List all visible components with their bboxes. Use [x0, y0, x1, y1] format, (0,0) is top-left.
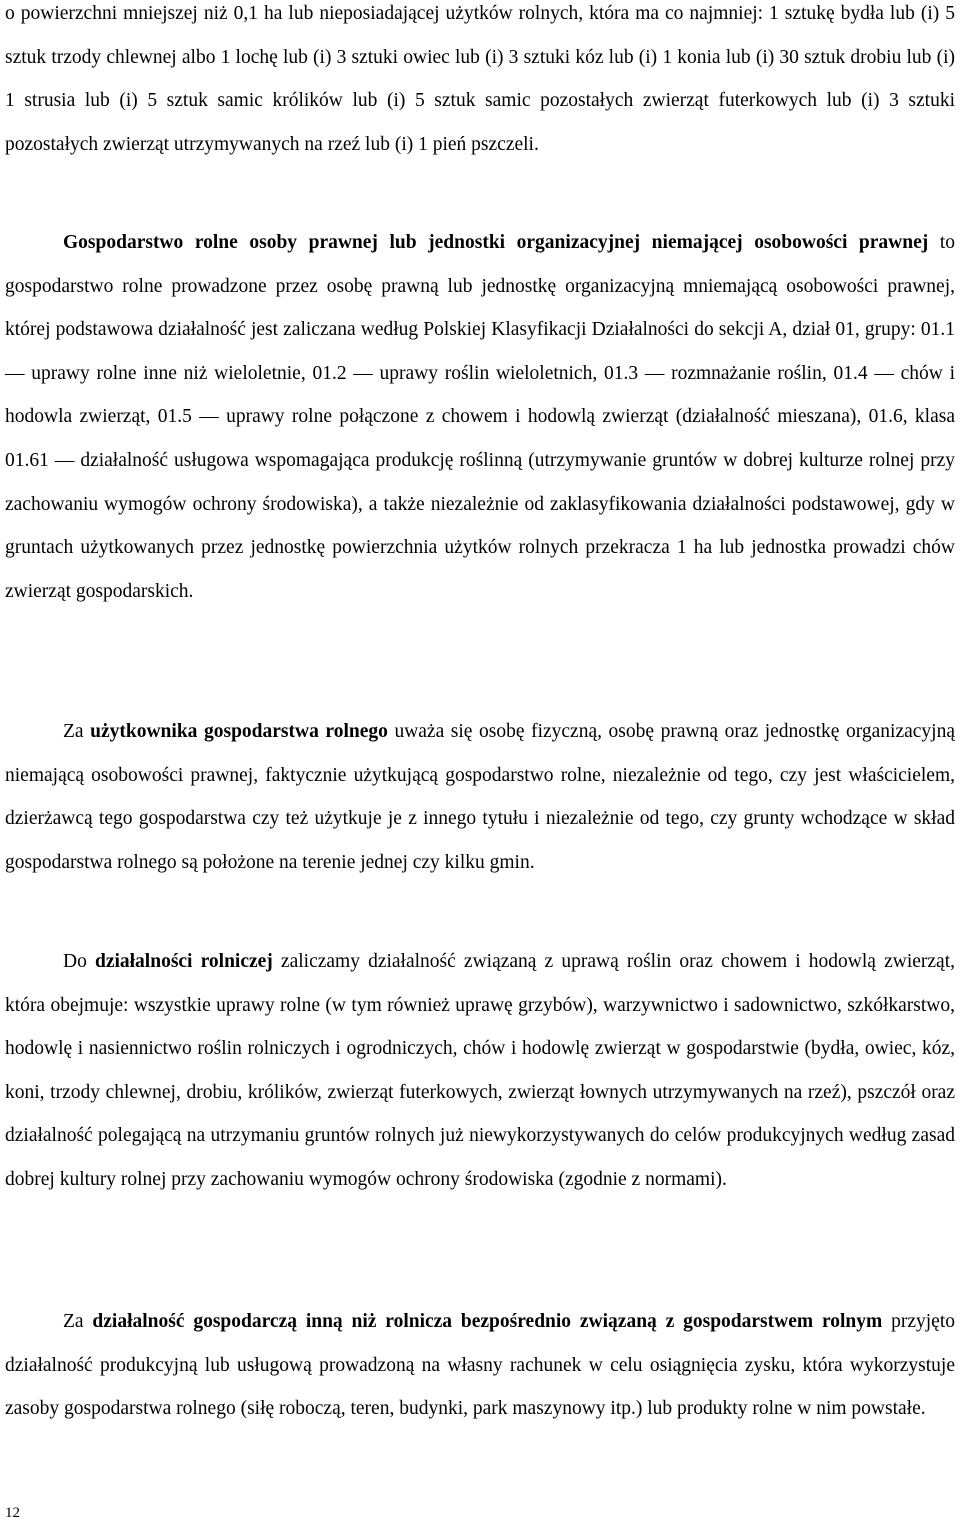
paragraph-text: o powierzchni mniejszej niż 0,1 ha lub nieposiadającej użytków rolnych, która ma co najmniej: 1 sztukę bydła lub (i) 5 sztuk trzody chlewnej albo 1 lochę lub (i) 3 sztuki owiec lub (i) 3 sztuki kóz lub (i) 1 konia lub (i) 30 sztuk drobiu lub (i) 1 strusia lub (i) 5 sztuk samic królików lub (i) 5 sztuk samic pozostałych zwierząt futerkowych lub (i) 3 sztuki pozostałych zwierząt utrzymywanych na rzeź lub (i) 1 pień pszczeli. — [5, 3, 955, 155]
defined-term: użytkownika gospodarstwa rolnego — [90, 721, 388, 742]
page-number: 12 — [5, 1505, 20, 1521]
defined-term: Gospodarstwo rolne osoby prawnej lub jednostki organizacyjnej niemającej osobowości prawnej — [63, 232, 929, 253]
paragraph-non-agricultural-activity — [5, 1300, 955, 1431]
paragraph-prefix: Do — [63, 951, 95, 972]
paragraph-farm-user — [5, 710, 955, 884]
paragraph-prefix: Za — [63, 1311, 93, 1332]
paragraph-livestock-thresholds — [5, 0, 955, 166]
paragraph-text: zaliczamy działalność związaną z uprawą roślin oraz chowem i hodowlą zwierząt, która obejmuje: wszystkie uprawy rolne (w tym również uprawę grzybów), warzywnictwo i sadownictwo, szkółkarstwo, hodowlę i nasiennictwo roślin rolniczych i ogrodniczych, chów i hodowlę zwierząt w gospodarstwie (bydła, owiec, kóz, koni, trzody chlewnej, drobiu, królików, zwierząt futerkowych, zwierząt łownych utrzymywanych na rzeź), pszczół oraz działalność polegającą na utrzymaniu gruntów rolnych już niewykorzystywanych do celów produkcyjnych według zasad dobrej kultury rolnej przy zachowaniu wymogów ochrony środowiska (zgodnie z normami). — [5, 951, 955, 1190]
paragraph-legal-entity-farm — [5, 221, 955, 613]
defined-term: działalność gospodarczą inną niż rolnicza bezpośrednio związaną z gospodarstwem rolnym — [92, 1311, 883, 1332]
defined-term: działalności rolniczej — [94, 951, 273, 972]
paragraph-prefix: Za — [63, 721, 91, 742]
paragraph-text: przyjęto działalność produkcyjną lub usługową prowadzoną na własny rachunek w celu osiągnięcia zysku, która wykorzystuje zasoby gospodarstwa rolnego (siłę roboczą, teren, budynki, park maszynowy itp.) lub produkty rolne w nim powstałe. — [5, 1311, 955, 1420]
paragraph-text: to gospodarstwo rolne prowadzone przez osobę prawną lub jednostkę organizacyjną mniemającą osobowości prawnej, której podstawowa działalność jest zaliczana według Polskiej Klasyfikacji Działalności do sekcji A, dział 01, grupy: 01.1 ― uprawy rolne inne niż wieloletnie, 01.2 ― uprawy roślin wieloletnich, 01.3 ― rozmnażanie roślin, 01.4 ― chów i hodowla zwierząt, 01.5 ― uprawy rolne połączone z chowem i hodowlą zwierząt (działalność mieszana), 01.6, klasa 01.61 ― działalność usługowa wspomagająca produkcję roślinną (utrzymywanie gruntów w dobrej kulturze rolnej przy zachowaniu wymogów ochrony środowiska), a także niezależnie od zaklasyfikowania działalności podstawowej, gdy w gruntach użytkowanych przez jednostkę powierzchnia użytków rolnych przekracza 1 ha lub jednostka prowadzi chów zwierząt gospodarskich. — [5, 232, 955, 602]
paragraph-agricultural-activity — [5, 940, 955, 1202]
paragraph-text: uważa się osobę fizyczną, osobę prawną oraz jednostkę organizacyjną niemającą osobowości prawnej, faktycznie użytkującą gospodarstwo rolne, niezależnie od tego, czy jest właścicielem, dzierżawcą tego gospodarstwa czy też użytkuje je z innego tytułu i niezależnie od tego, czy grunty wchodzące w skład gospodarstwa rolnego są położone na terenie jednej czy kilku gmin. — [5, 721, 955, 873]
